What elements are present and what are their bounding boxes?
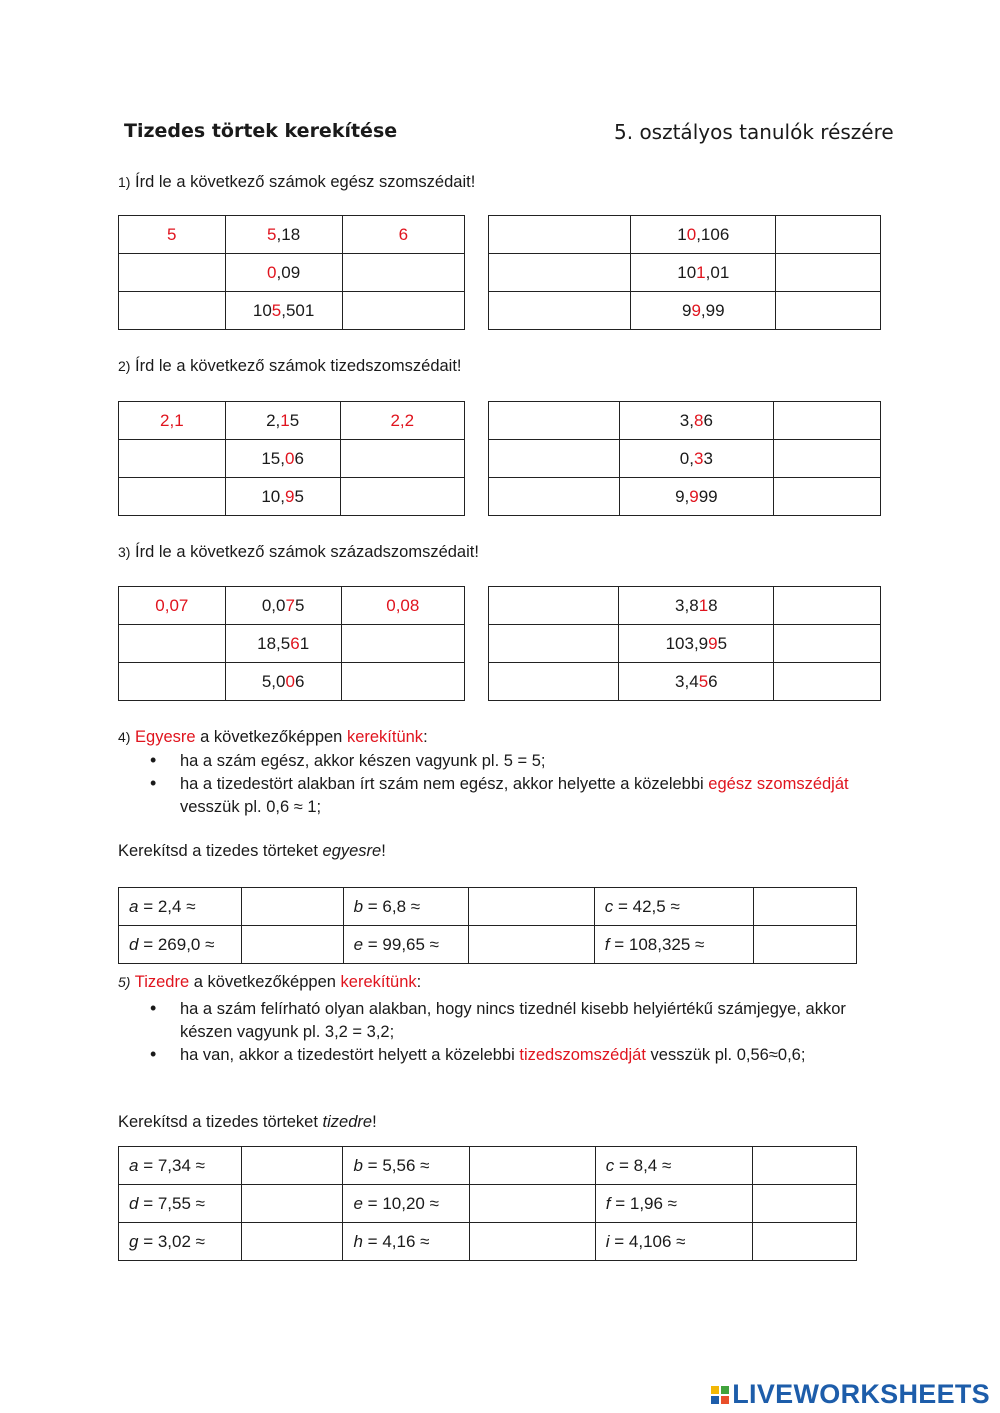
liveworksheets-mark-icon: [711, 1386, 729, 1404]
highlight-text: 9: [691, 300, 701, 320]
text-segment: 5: [717, 633, 728, 653]
task4-number: 4): [118, 729, 131, 745]
answer-cell[interactable]: [489, 625, 619, 663]
task4-instruction: [118, 842, 386, 861]
expression-cell: [594, 926, 753, 964]
highlight-text: egész szomszédját: [708, 775, 849, 793]
number-cell: [631, 216, 776, 254]
answer-cell[interactable]: [119, 254, 226, 292]
variable-name: b: [353, 896, 364, 916]
variable-name: f: [604, 934, 610, 954]
expression-text: = 2,4 ≈: [138, 896, 196, 916]
table-row: [119, 1147, 857, 1185]
expression-cell: [343, 1223, 469, 1261]
table-row: [489, 587, 881, 625]
text-segment: vesszük pl. 0,6 ≈ 1;: [180, 798, 322, 816]
highlight-text: 5: [271, 300, 282, 320]
expression-text: = 269,0 ≈: [138, 934, 215, 954]
highlight-text: 7: [285, 595, 295, 615]
answer-cell[interactable]: [341, 625, 464, 663]
highlight-text: 2,2: [390, 410, 415, 430]
answer-cell[interactable]: [753, 1185, 857, 1223]
text-segment: ha a tizedestört alakban írt szám nem egész, akkor helyette a közelebbi: [180, 775, 709, 793]
text-segment: ha van, akkor a tizedestört helyett a közelebbi: [180, 1046, 520, 1064]
expression-cell: [343, 888, 469, 926]
text-segment: 6: [294, 448, 304, 468]
task4-rule-list: [150, 750, 860, 819]
expression-cell: [119, 1185, 242, 1223]
expression-cell: [343, 1147, 469, 1185]
task5-instruction: [118, 1113, 377, 1132]
number-cell: [225, 292, 342, 330]
answer-cell[interactable]: [774, 440, 881, 478]
answer-cell[interactable]: [753, 888, 856, 926]
expression-text: = 6,8 ≈: [363, 896, 421, 916]
table-row: [119, 254, 465, 292]
table-row: [119, 440, 465, 478]
table-row: [489, 216, 881, 254]
number-cell: [225, 587, 341, 625]
table-row: [119, 292, 465, 330]
expression-text: = 8,4 ≈: [614, 1155, 672, 1175]
expression-cell: [343, 1185, 469, 1223]
variable-name: f: [605, 1193, 611, 1213]
answer-cell[interactable]: [241, 1185, 343, 1223]
highlight-text: 6: [290, 633, 300, 653]
highlight-text: 3: [693, 448, 704, 468]
text-segment: 15,: [261, 448, 285, 468]
highlight-text: 1: [280, 410, 290, 430]
highlight-text: 1: [698, 595, 709, 615]
variable-name: b: [353, 1155, 363, 1175]
variable-name: d: [129, 1193, 139, 1213]
highlight-text: 0: [284, 448, 295, 468]
expression-text: = 3,02 ≈: [138, 1231, 205, 1251]
highlight-text: 2,1: [160, 410, 184, 430]
logo-square: [711, 1396, 719, 1404]
table-row: [489, 292, 881, 330]
answer-cell[interactable]: [469, 1147, 595, 1185]
answer-cell[interactable]: [774, 663, 881, 701]
task2-number: 2): [118, 358, 131, 374]
answer-cell[interactable]: [753, 926, 856, 964]
answer-cell[interactable]: [469, 1223, 595, 1261]
upper-neighbor-cell: [340, 402, 464, 440]
task1-text: Írd le a következő számok egész szomszédait!: [135, 173, 476, 191]
number-cell: [619, 625, 774, 663]
highlight-text: 0,07: [155, 595, 189, 615]
highlight-text: 0: [686, 224, 697, 244]
number-cell: [619, 402, 774, 440]
task2-text: Írd le a következő számok tizedszomszédait!: [135, 357, 462, 375]
answer-cell[interactable]: [340, 478, 464, 516]
answer-cell[interactable]: [342, 254, 464, 292]
task4-rule-line: [135, 728, 428, 746]
answer-cell[interactable]: [341, 663, 464, 701]
task3-text: Írd le a következő számok századszomszédait!: [135, 543, 479, 561]
task5-rule-list: [150, 998, 850, 1067]
expression-text: = 10,20 ≈: [362, 1193, 439, 1213]
text-segment: a következőképpen: [189, 973, 341, 991]
answer-cell[interactable]: [489, 402, 620, 440]
task5-instruction-end: !: [372, 1113, 377, 1131]
text-segment: 10,: [261, 486, 285, 506]
task5-rule-item: [150, 1044, 850, 1067]
variable-name: i: [605, 1231, 610, 1251]
task2-left-table: [118, 401, 465, 516]
expression-text: = 5,56 ≈: [362, 1155, 430, 1175]
expression-cell: [119, 888, 242, 926]
expression-cell: [594, 888, 753, 926]
number-cell: [225, 440, 340, 478]
task5-rule-line: [135, 973, 422, 991]
table-row: [119, 402, 465, 440]
table-row: [119, 926, 857, 964]
highlight-text: tizedszomszédját: [519, 1046, 646, 1064]
task3-instruction: [118, 543, 479, 562]
task3-left-table: [118, 586, 465, 701]
highlight-text: kerekítünk: [346, 728, 424, 746]
text-segment: 5: [289, 410, 300, 430]
answer-cell[interactable]: [119, 292, 226, 330]
logo-square: [721, 1386, 729, 1394]
task1-number: 1): [118, 174, 131, 190]
page-title: Tizedes törtek kerekítése: [124, 120, 398, 142]
text-segment: 103,9: [665, 633, 709, 653]
text-segment: 5,0: [261, 671, 286, 691]
variable-name: a: [129, 1155, 139, 1175]
table-row: [489, 254, 881, 292]
answer-cell[interactable]: [119, 663, 226, 701]
table-row: [119, 625, 465, 663]
number-cell: [225, 478, 340, 516]
liveworksheets-wordmark: LIVEWORKSHEETS: [732, 1379, 990, 1409]
text-segment: 3,: [679, 410, 694, 430]
answer-cell[interactable]: [774, 625, 881, 663]
table-row: [489, 625, 881, 663]
expression-cell: [595, 1147, 752, 1185]
upper-neighbor-cell: [342, 216, 464, 254]
number-cell: [225, 663, 341, 701]
table-row: [119, 478, 465, 516]
expression-cell: [119, 926, 242, 964]
answer-cell[interactable]: [489, 216, 631, 254]
text-segment: :: [416, 973, 422, 991]
highlight-text: 5: [698, 671, 709, 691]
expression-text: = 108,325 ≈: [609, 934, 705, 954]
highlight-text: 8: [693, 410, 704, 430]
answer-cell[interactable]: [489, 254, 631, 292]
text-segment: 3: [703, 448, 713, 468]
table-row: [489, 663, 881, 701]
text-segment: 3,8: [675, 595, 699, 615]
liveworksheets-logo: [711, 1379, 990, 1410]
task5-rule-item: [150, 998, 850, 1044]
text-segment: 99: [698, 486, 718, 506]
text-segment: 9: [681, 300, 692, 320]
answer-cell[interactable]: [242, 888, 343, 926]
table-row: [119, 587, 465, 625]
table-row: [119, 663, 465, 701]
answer-cell[interactable]: [489, 440, 620, 478]
expression-cell: [119, 1147, 242, 1185]
answer-cell[interactable]: [241, 1147, 343, 1185]
answer-cell[interactable]: [489, 587, 619, 625]
task1-right-table: [488, 215, 881, 330]
answer-cell[interactable]: [469, 1185, 595, 1223]
task1-left-table: [118, 215, 465, 330]
task5-heading: [118, 973, 421, 992]
variable-name: d: [129, 934, 139, 954]
expression-cell: [595, 1223, 752, 1261]
text-segment: 2,: [266, 410, 281, 430]
text-segment: ,99: [700, 300, 725, 320]
number-cell: [619, 663, 774, 701]
lower-neighbor-cell: [119, 587, 226, 625]
highlight-text: 6: [398, 224, 409, 244]
text-segment: ha a szám felírható olyan alakban, hogy nincs tizednél kisebb helyiértékű számjegye, akkor készen vagyunk pl. 3,2 = 3,2;: [180, 1000, 846, 1041]
variable-name: g: [129, 1231, 139, 1251]
table-row: [489, 402, 881, 440]
number-cell: [619, 478, 774, 516]
text-segment: ha a szám egész, akkor készen vagyunk pl. 5 = 5;: [180, 752, 546, 770]
text-segment: 6: [703, 410, 713, 430]
number-cell: [225, 402, 340, 440]
answer-cell[interactable]: [753, 1147, 857, 1185]
answer-cell[interactable]: [241, 1223, 343, 1261]
expression-text: = 7,34 ≈: [138, 1155, 205, 1175]
answer-cell[interactable]: [774, 402, 881, 440]
answer-cell[interactable]: [469, 926, 594, 964]
task1-instruction: [118, 173, 475, 192]
table-row: [119, 216, 465, 254]
text-segment: 18,5: [257, 633, 291, 653]
text-segment: 10: [677, 262, 697, 282]
variable-name: c: [605, 1155, 615, 1175]
answer-cell[interactable]: [489, 663, 619, 701]
number-cell: [225, 216, 342, 254]
expression-text: = 7,55 ≈: [138, 1193, 205, 1213]
highlight-text: 9: [689, 486, 699, 506]
answer-cell[interactable]: [342, 292, 464, 330]
task4-rule-item: [150, 773, 860, 819]
table-row: [119, 888, 857, 926]
text-segment: ,501: [281, 300, 315, 320]
highlight-text: 0: [267, 262, 277, 282]
expression-text: = 4,16 ≈: [362, 1231, 430, 1251]
highlight-text: 5: [267, 224, 277, 244]
answer-cell[interactable]: [489, 292, 631, 330]
lower-neighbor-cell: [119, 216, 226, 254]
task4-heading: [118, 728, 428, 747]
text-segment: 8: [708, 595, 718, 615]
highlight-text: Tizedre: [134, 973, 190, 991]
task5-instruction-emphasis: tizedre: [322, 1113, 373, 1131]
highlight-text: 9: [708, 633, 718, 653]
answer-cell[interactable]: [776, 292, 881, 330]
lower-neighbor-cell: [119, 402, 226, 440]
logo-square: [721, 1396, 729, 1404]
number-cell: [619, 440, 774, 478]
task4-instruction-text: Kerekítsd a tizedes törteket: [118, 842, 323, 860]
answer-cell[interactable]: [340, 440, 464, 478]
text-segment: ,106: [696, 224, 730, 244]
answer-cell[interactable]: [776, 216, 881, 254]
highlight-text: 0,08: [386, 595, 420, 615]
expression-cell: [595, 1185, 752, 1223]
answer-cell[interactable]: [489, 478, 620, 516]
text-segment: 6: [294, 671, 305, 691]
expression-text: = 42,5 ≈: [613, 896, 680, 916]
answer-cell[interactable]: [774, 478, 881, 516]
highlight-text: 5: [167, 224, 177, 244]
task3-right-table: [488, 586, 881, 701]
page-subtitle: 5. osztályos tanulók részére: [614, 120, 894, 144]
text-segment: :: [423, 728, 428, 746]
expression-cell: [343, 926, 469, 964]
variable-name: a: [129, 896, 139, 916]
answer-cell[interactable]: [469, 888, 594, 926]
highlight-text: Egyesre: [135, 728, 196, 746]
answer-cell[interactable]: [776, 254, 881, 292]
text-segment: ,18: [276, 224, 301, 244]
task2-instruction: [118, 357, 462, 376]
task4-instruction-emphasis: egyesre: [322, 842, 382, 860]
expression-text: = 1,96 ≈: [610, 1193, 677, 1213]
text-segment: 10: [252, 300, 272, 320]
answer-cell[interactable]: [119, 440, 226, 478]
text-segment: ,09: [276, 262, 301, 282]
answer-cell[interactable]: [242, 926, 343, 964]
number-cell: [619, 587, 774, 625]
highlight-text: 0: [285, 671, 295, 691]
text-segment: 9,: [675, 486, 690, 506]
answer-cell[interactable]: [119, 478, 226, 516]
task2-right-table: [488, 401, 881, 516]
table-row: [119, 1185, 857, 1223]
task4-instruction-end: !: [381, 842, 386, 860]
highlight-text: kerekítünk: [340, 973, 417, 991]
text-segment: 1: [677, 224, 687, 244]
task5-number: 5): [118, 974, 131, 990]
text-segment: vesszük pl. 0,56≈0,6;: [645, 1046, 806, 1064]
table-row: [489, 478, 881, 516]
answer-cell[interactable]: [119, 625, 226, 663]
text-segment: 0,0: [261, 595, 286, 615]
table-row: [489, 440, 881, 478]
text-segment: 3,4: [675, 671, 699, 691]
text-segment: 5: [294, 486, 304, 506]
task5-rounding-table: [118, 1146, 857, 1261]
table-row: [119, 1223, 857, 1261]
number-cell: [631, 292, 776, 330]
text-segment: 5: [294, 595, 305, 615]
text-segment: 1: [299, 633, 310, 653]
expression-text: = 4,106 ≈: [609, 1231, 686, 1251]
variable-name: e: [353, 934, 364, 954]
variable-name: c: [604, 896, 614, 916]
task4-rule-item: [150, 750, 860, 773]
text-segment: 6: [708, 671, 718, 691]
text-segment: 0,: [679, 448, 694, 468]
answer-cell[interactable]: [753, 1223, 857, 1261]
highlight-text: 1: [696, 262, 706, 282]
logo-square: [711, 1386, 719, 1394]
text-segment: ,01: [705, 262, 730, 282]
expression-text: = 99,65 ≈: [363, 934, 440, 954]
text-segment: a következőképpen: [195, 728, 347, 746]
variable-name: e: [353, 1193, 363, 1213]
expression-cell: [119, 1223, 242, 1261]
task5-instruction-text: Kerekítsd a tizedes törteket: [118, 1113, 323, 1131]
answer-cell[interactable]: [774, 587, 881, 625]
number-cell: [631, 254, 776, 292]
variable-name: h: [353, 1231, 363, 1251]
upper-neighbor-cell: [341, 587, 464, 625]
number-cell: [225, 625, 341, 663]
task4-rounding-table: [118, 887, 857, 964]
highlight-text: 9: [284, 486, 295, 506]
number-cell: [225, 254, 342, 292]
task3-number: 3): [118, 544, 131, 560]
